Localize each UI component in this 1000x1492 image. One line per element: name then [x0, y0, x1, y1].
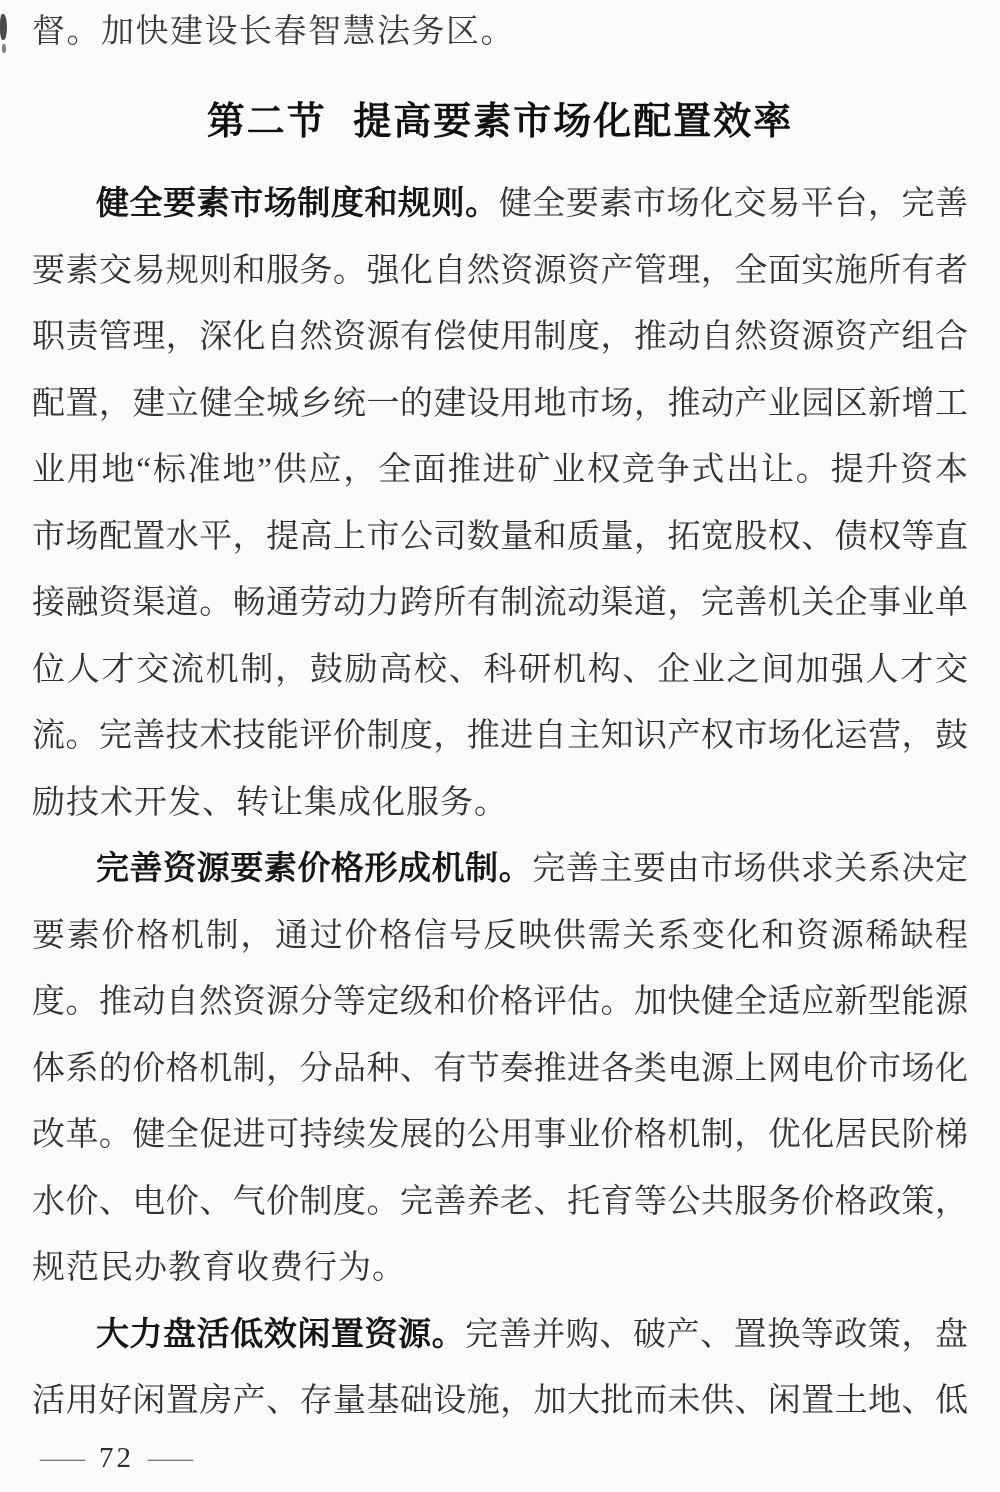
paragraph-lead-bold: 健全要素市场制度和规则。 — [96, 186, 499, 222]
page-footer — [32, 1438, 968, 1478]
text-line — [32, 1169, 968, 1236]
carryover-line: 督。加快建设长春智慧法务区。 — [32, 14, 515, 50]
line-text: 要素价格机制，通过价格信号反映供需关系变化和资源稀缺程 — [32, 917, 968, 954]
text-line — [32, 371, 968, 438]
line-text: 职责管理，深化自然资源有偿使用制度，推动自然资源资产组合 — [32, 319, 968, 355]
line-text: 体系的价格机制，分品种、有节奏推进各类电源上网电价市场化 — [32, 1050, 968, 1087]
line-text: 规范民办教育收费行为。 — [32, 1250, 406, 1286]
text-line — [32, 637, 968, 704]
text-line — [32, 903, 968, 970]
text-line — [32, 969, 968, 1036]
line-text: 位人才交流机制，鼓励高校、科研机构、企业之间加强人才交 — [32, 651, 968, 688]
text-line — [32, 1036, 968, 1103]
text-line — [32, 437, 968, 504]
line-text: 活用好闲置房产、存量基础设施，加大批而未供、闲置土地、低 — [32, 1383, 968, 1419]
paragraph — [32, 836, 968, 1302]
line-text: 励技术开发、转让集成化服务。 — [32, 784, 508, 821]
text-line — [32, 770, 968, 837]
scan-artifact — [0, 14, 7, 40]
text-line — [32, 171, 968, 238]
paragraph-lead-bold: 大力盘活低效闲置资源。 — [96, 1316, 466, 1353]
line-text: 完善并购、破产、置换等政策，盘 — [465, 1316, 969, 1353]
line-text: 完善主要由市场供求关系决定 — [532, 851, 969, 887]
section-label: 第二节 — [206, 101, 327, 143]
paragraph-lead-bold: 完善资源要素价格形成机制。 — [96, 851, 533, 887]
line-text: 配置，建立健全城乡统一的建设用地市场，推动产业园区新增工 — [32, 385, 968, 422]
text-line — [32, 1235, 968, 1302]
line-text: 业用地“标准地”供应，全面推进矿业权竞争式出让。提升资本 — [32, 452, 968, 488]
line-text: 流。完善技术技能评价制度，推进自主知识产权市场化运营，鼓 — [32, 718, 968, 754]
text-line — [32, 504, 968, 571]
paragraph — [32, 171, 968, 836]
text-line — [32, 836, 968, 903]
line-text: 接融资渠道。畅通劳动力跨所有制流动渠道，完善机关企事业单 — [32, 585, 968, 621]
paragraph — [32, 1302, 968, 1435]
text-line — [32, 1102, 968, 1169]
body-text — [32, 171, 968, 1435]
line-text: 健全要素市场化交易平台，完善 — [498, 186, 969, 222]
footer-dash-right: — — [148, 1441, 193, 1474]
text-line — [32, 304, 968, 371]
text-line — [32, 1368, 968, 1435]
text-line — [32, 1302, 968, 1369]
line-text: 改革。健全促进可持续发展的公用事业价格机制，优化居民阶梯 — [32, 1117, 968, 1153]
line-text: 水价、电价、气价制度。完善养老、托育等公共服务价格政策， — [32, 1183, 968, 1220]
text-line — [32, 570, 968, 637]
line-text: 度。推动自然资源分等定级和价格评估。加快健全适应新型能源 — [32, 984, 968, 1020]
footer-dash-left: — — [40, 1441, 85, 1474]
line-text: 市场配置水平，提高上市公司数量和质量，拓宽股权、债权等直 — [32, 518, 968, 555]
text-line — [32, 238, 968, 305]
text-line — [32, 703, 968, 770]
section-heading — [32, 94, 968, 150]
scan-artifact — [2, 44, 6, 53]
page-number: 72 — [99, 1441, 134, 1474]
section-title: 提高要素市场化配置效率 — [353, 101, 794, 143]
line-text: 要素交易规则和服务。强化自然资源资产管理，全面实施所有者 — [32, 252, 968, 289]
